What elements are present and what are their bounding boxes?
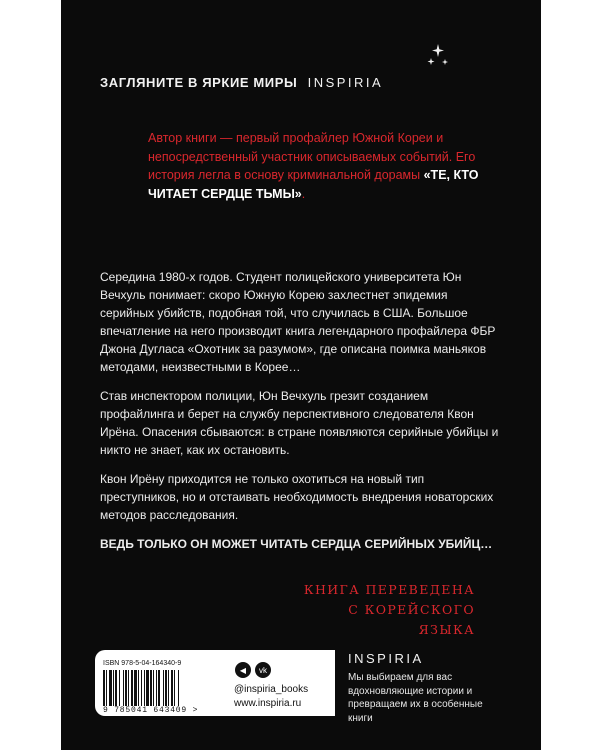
barcode — [103, 670, 221, 706]
barcode-bar — [106, 670, 107, 706]
translation-line-1: КНИГА ПЕРЕВЕДЕНА — [303, 582, 475, 597]
blurb-text: Автор книги — первый профайлер Южной Кореи и непосредственный участник описываемых событий. Его история легла в основу криминальной дорамы — [148, 131, 476, 182]
barcode-bar — [103, 670, 105, 706]
drama-title: «ТЕ, КТО ЧИТАЕТ СЕРДЦЕ ТЬМЫ» — [148, 168, 479, 201]
isbn-label: ISBN 978-5-04-164340-9 — [103, 660, 182, 667]
barcode-bar — [131, 670, 133, 706]
series-brand: INSPIRIA — [307, 75, 384, 90]
publisher-brand: INSPIRIA — [348, 651, 424, 666]
barcode-bar — [138, 670, 139, 706]
tagline: ВЕДЬ ТОЛЬКО ОН МОЖЕТ ЧИТАТЬ СЕРДЦА СЕРИЙНЫХ УБИЙЦ… — [100, 537, 493, 551]
description-paragraph-1: Середина 1980-х годов. Студент полицейского университета Юн Вечхуль понимает: скоро Южную Корею захлестнет эпидемия серийных убийств, подобная той, что случилась в США. Большое впечатление на него производит книга легендарного профайлера ФБР Джона Дугласа «Охотник за разумом», где описана поимка маньяков методами, неизвестными в Корее… — [100, 270, 496, 374]
website-link[interactable]: www.inspiria.ru — [234, 698, 302, 709]
series-heading — [100, 75, 383, 90]
vk-icon[interactable]: vk — [255, 662, 271, 678]
translation-note — [300, 580, 475, 640]
social-handle[interactable]: @inspiria_books — [234, 684, 309, 695]
author-blurb — [148, 129, 488, 203]
book-description — [100, 268, 500, 564]
barcode-bar — [125, 670, 127, 706]
barcode-bar — [163, 670, 164, 706]
barcode-bar — [174, 670, 175, 706]
blurb-end: . — [301, 186, 306, 201]
barcode-bar — [165, 670, 167, 706]
barcode-bar — [119, 670, 120, 706]
barcode-bar — [150, 670, 152, 706]
barcode-bar — [141, 670, 142, 706]
barcode-bar — [153, 670, 154, 706]
barcode-bar — [146, 670, 149, 706]
publisher-text: Мы выбираем для вас вдохновляющие истории и превращаем их в особенные книги — [348, 672, 483, 724]
translation-line-2: С КОРЕЙСКОГО ЯЗЫКА — [348, 602, 475, 637]
barcode-bar — [158, 670, 160, 706]
barcode-bar — [123, 670, 124, 706]
description-paragraph-2: Став инспектором полиции, Юн Вечхуль грезит созданием профайлинга и берет на службу перспективного следователя Квон Ирёна. Опасения сбываются: в стране появляются серийные убийцы и никто не знает, как их остановить. — [100, 389, 499, 457]
description-paragraph-3: Квон Ирёну приходится не только охотиться на новый тип преступников, но и отстаивать необходимость внедрения новаторских методов расследования. — [100, 472, 494, 522]
barcode-bar — [171, 670, 173, 706]
barcode-bar — [134, 670, 137, 706]
barcode-number: 9 785041 643409 > — [103, 706, 199, 715]
barcode-bar — [109, 670, 112, 706]
barcode-bar — [128, 670, 129, 706]
barcode-bar — [156, 670, 157, 706]
barcode-bar — [115, 670, 117, 706]
barcode-bar — [178, 670, 179, 706]
barcode-bar — [168, 670, 169, 706]
telegram-icon[interactable]: ◀ — [235, 662, 251, 678]
social-icons — [235, 662, 271, 678]
barcode-bar — [113, 670, 114, 706]
barcode-bar — [144, 670, 145, 706]
sparkles-icon — [427, 44, 449, 68]
isbn-panel — [95, 650, 335, 716]
series-heading-text: ЗАГЛЯНИТЕ В ЯРКИЕ МИРЫ — [100, 75, 298, 90]
